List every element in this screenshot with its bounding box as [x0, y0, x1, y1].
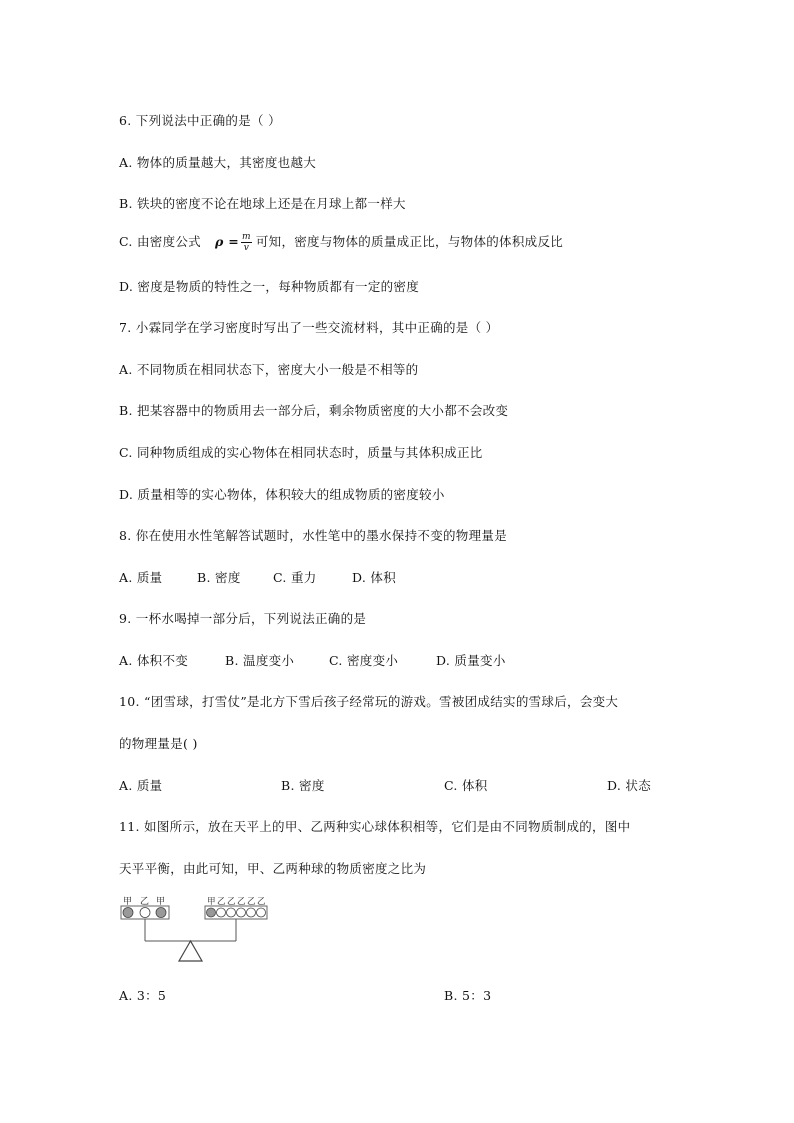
right-ball-yi-4: [247, 908, 256, 917]
right-ball-yi-2: [227, 908, 236, 917]
q11-stem-line1: 11. 如图所示，放在天平上的甲、乙两种实心球体积相等，它们是由不同物质制成的，图中: [119, 819, 631, 834]
right-label-5: 乙: [247, 897, 256, 907]
q7-stem: 7. 小霖同学在学习密度时写出了一些交流材料，其中正确的是（ ）: [119, 320, 499, 335]
right-label-2: 乙: [217, 897, 226, 907]
q8-stem: 8. 你在使用水性笔解答试题时，水性笔中的墨水保持不变的物理量是: [119, 528, 508, 543]
right-label-6: 乙: [257, 897, 266, 907]
left-label-2: 乙: [140, 897, 150, 907]
density-formula: [215, 232, 252, 253]
q9-option-c: C. 密度变小: [329, 653, 399, 668]
right-label-3: 乙: [227, 897, 236, 907]
q9-option-a: A. 体积不变: [119, 653, 189, 668]
q10-option-c: C. 体积: [444, 778, 488, 793]
q10-option-d: D. 状态: [607, 778, 652, 793]
q11-stem-line2: 天平平衡，由此可知，甲、乙两种球的物质密度之比为: [119, 861, 427, 876]
q6-option-c: [119, 232, 563, 253]
right-ball-jia: [207, 908, 216, 917]
left-ball-jia-2: [156, 908, 166, 918]
q8-option-c: C. 重力: [273, 570, 317, 585]
right-label-1: 甲: [207, 897, 216, 907]
balance-diagram: [119, 893, 269, 965]
q8-option-a: A. 质量: [119, 570, 163, 585]
density-formula-denominator: v: [243, 243, 250, 253]
q8-option-b: B. 密度: [197, 570, 241, 585]
right-ball-yi-3: [237, 908, 246, 917]
balance-figure: [119, 893, 269, 965]
q10-option-b: B. 密度: [281, 778, 325, 793]
q9-stem: 9. 一杯水喝掉一部分后，下列说法正确的是: [119, 611, 367, 626]
q6-option-c-prefix: C. 由密度公式: [119, 234, 201, 249]
q11-option-b: B. 5：3: [444, 988, 492, 1003]
q11-option-a: A. 3：5: [119, 988, 167, 1003]
left-ball-jia-1: [123, 908, 133, 918]
left-ball-yi: [140, 908, 150, 918]
q9-option-d: D. 质量变小: [436, 653, 506, 668]
q10-stem-line2: 的物理量是( ): [119, 736, 198, 751]
q6-stem: 6. 下列说法中正确的是（ ）: [119, 113, 281, 128]
q7-option-d: D. 质量相等的实心物体，体积较大的组成物质的密度较小: [119, 487, 445, 502]
q6-option-c-suffix: 可知，密度与物体的质量成正比，与物体的体积成反比: [255, 234, 564, 249]
q9-option-b: B. 温度变小: [225, 653, 295, 668]
q7-option-a: A. 不同物质在相同状态下，密度大小一般是不相等的: [119, 362, 419, 377]
q10-option-a: A. 质量: [119, 778, 163, 793]
density-formula-numerator: m: [242, 232, 251, 242]
left-label-3: 甲: [156, 897, 166, 907]
right-ball-yi-5: [257, 908, 266, 917]
q6-option-d: D. 密度是物质的特性之一，每种物质都有一定的密度: [119, 279, 420, 294]
right-label-4: 乙: [237, 897, 246, 907]
q8-option-d: D. 体积: [352, 570, 397, 585]
q6-option-b: B. 铁块的密度不论在地球上还是在月球上都一样大: [119, 196, 406, 211]
density-formula-rho: ρ =: [214, 234, 240, 249]
q7-option-c: C. 同种物质组成的实心物体在相同状态时，质量与其体积成正比: [119, 445, 483, 460]
density-formula-fraction: [241, 232, 252, 253]
left-label-1: 甲: [123, 897, 133, 907]
fulcrum-triangle: [179, 941, 202, 961]
right-ball-yi-1: [217, 908, 226, 917]
q7-option-b: B. 把某容器中的物质用去一部分后，剩余物质密度的大小都不会改变: [119, 403, 509, 418]
q6-option-a: A. 物体的质量越大，其密度也越大: [119, 155, 317, 170]
q10-stem-line1: 10. “团雪球，打雪仗”是北方下雪后孩子经常玩的游戏。雪被团成结实的雪球后，会变大: [119, 694, 619, 709]
